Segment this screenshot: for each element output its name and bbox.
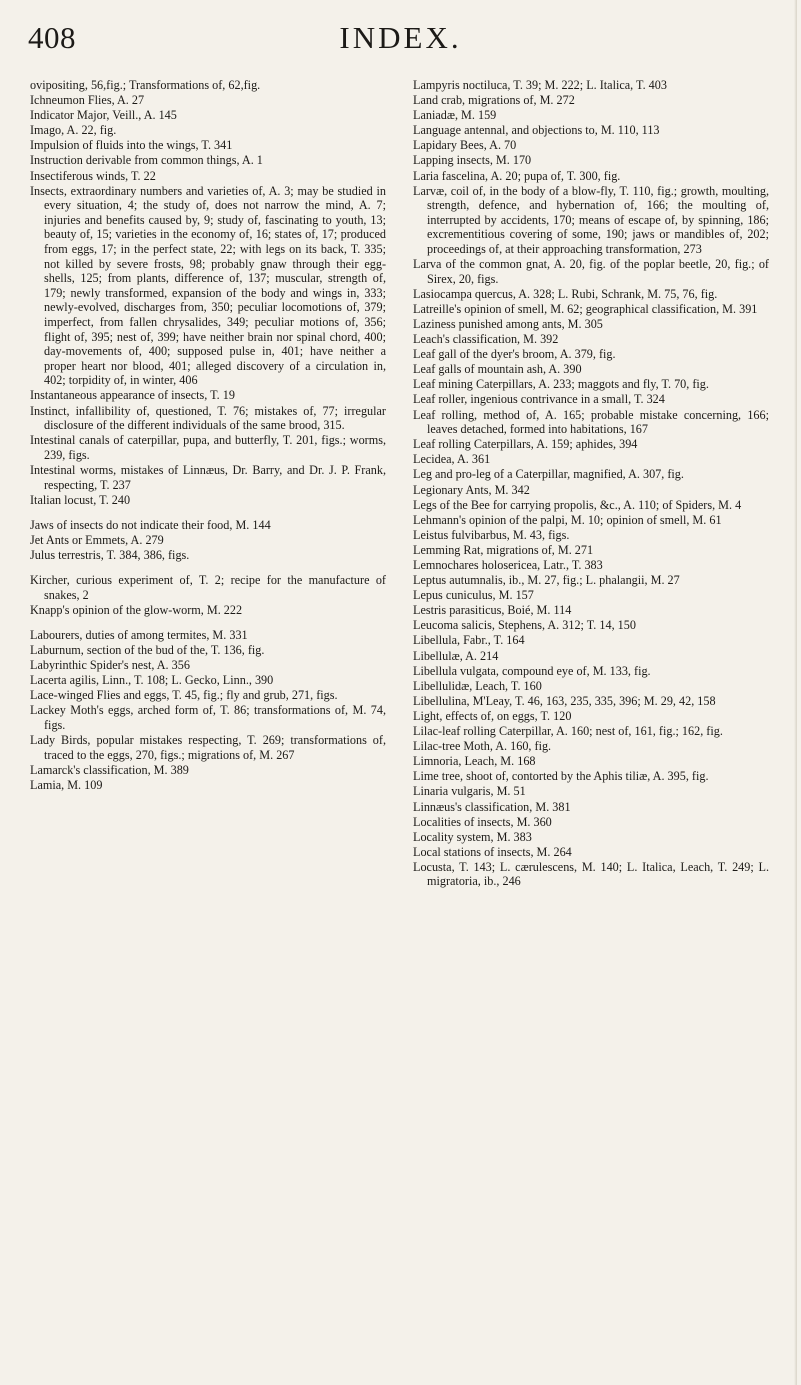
index-entry: Labourers, duties of among termites, M. 331 — [30, 627, 248, 642]
index-entry: Instantaneous appearance of insects, T. 19 — [30, 388, 235, 403]
index-entry: Leg and pro-leg of a Caterpillar, magnified, A. 307, fig. — [413, 467, 684, 482]
index-entry: Intestinal worms, mistakes of Linnæus, Dr. Barry, and Dr. J. P. Frank, respecting, T. 237 — [30, 462, 386, 492]
index-entry: Kircher, curious experiment of, T. 2; recipe for the manufacture of snakes, 2 — [30, 573, 386, 602]
index-entry: Larvæ, coil of, in the body of a blow-fly, T. 110, fig.; growth, moulting, strength, defence, and hybernation of, 166; the moulting of, interrupted by accidents, 170; means of escape of, by spinning, 186; excrementitious covering of some, 190; jaws or mandibles of, 202; proceedings of, at their approaching transformation, 273 — [413, 183, 769, 257]
index-entry: Language antennal, and objections to, M. 110, 113 — [413, 123, 660, 138]
page-title: INDEX. — [339, 20, 462, 55]
index-entry: Libellula vulgata, compound eye of, M. 133, fig. — [413, 663, 651, 678]
index-entry: Leaf roller, ingenious contrivance in a small, T. 324 — [413, 392, 665, 407]
index-entry: Laria fascelina, A. 20; pupa of, T. 300, fig. — [413, 168, 621, 183]
index-entry: Lamarck's classification, M. 389 — [30, 762, 189, 777]
section-gap — [30, 618, 386, 628]
index-entry: Leaf gall of the dyer's broom, A. 379, fig. — [413, 347, 616, 362]
index-entry: Light, effects of, on eggs, T. 120 — [413, 708, 572, 723]
index-entry: Libellulæ, A. 214 — [413, 648, 499, 663]
index-entry: Libellulina, M'Leay, T. 46, 163, 235, 335, 396; M. 29, 42, 158 — [413, 693, 716, 708]
index-entry: Indicator Major, Veill., A. 145 — [30, 108, 177, 123]
index-entry: Impulsion of fluids into the wings, T. 341 — [30, 138, 233, 153]
index-entry: Linnæus's classification, M. 381 — [413, 799, 571, 814]
index-entry: Lemnochares holosericea, Latr., T. 383 — [413, 558, 603, 572]
index-entry: Lilac-leaf rolling Caterpillar, A. 160; nest of, 161, fig.; 162, fig. — [413, 724, 723, 739]
index-entry: Lime tree, shoot of, contorted by the Aphis tiliæ, A. 395, fig. — [413, 769, 709, 784]
index-entry: Libellula, Fabr., T. 164 — [413, 633, 525, 648]
index-entry: Lacerta agilis, Linn., T. 108; L. Gecko, Linn., 390 — [30, 673, 274, 688]
index-entry: Instinct, infallibility of, questioned, T. 76; mistakes of, 77; irregular disclosure of the different individuals of the same brood, 315. — [30, 403, 386, 433]
index-entry: Laziness punished among ants, M. 305 — [413, 317, 603, 331]
index-entry: Localities of insects, M. 360 — [413, 814, 552, 829]
index-entry: Leptus autumnalis, ib., M. 27, fig.; L. phalangii, M. 27 — [413, 573, 680, 588]
index-entry: Knapp's opinion of the glow-worm, M. 222 — [30, 602, 243, 617]
index-entry: Leucoma salicis, Stephens, A. 312; T. 14, 150 — [413, 618, 636, 633]
index-entry: Lampyris noctiluca, T. 39; M. 222; L. Italica, T. 403 — [413, 78, 667, 92]
index-column-left — [30, 78, 386, 793]
index-entry: Legionary Ants, M. 342 — [413, 482, 530, 497]
index-entry: Imago, A. 22, fig. — [30, 123, 117, 138]
index-entry: Julus terrestris, T. 384, 386, figs. — [30, 547, 190, 562]
page-number: 408 — [28, 20, 76, 55]
index-entry: Lasiocampa quercus, A. 328; L. Rubi, Schrank, M. 75, 76, fig. — [413, 286, 718, 301]
index-entry: Local stations of insects, M. 264 — [413, 844, 572, 859]
index-entry: Italian locust, T. 240 — [30, 492, 131, 507]
index-entry: Laburnum, section of the bud of the, T. 136, fig. — [30, 642, 265, 657]
page-edge-shadow — [794, 0, 797, 1385]
index-column-right — [413, 78, 769, 890]
index-entry: Lecidea, A. 361 — [413, 452, 491, 467]
index-entry: Instruction derivable from common things, A. 1 — [30, 153, 263, 168]
index-entry: Intestinal canals of caterpillar, pupa, and butterfly, T. 201, figs.; worms, 239, figs. — [30, 433, 386, 462]
index-entry: Linaria vulgaris, M. 51 — [413, 784, 526, 799]
index-entry: Insects, extraordinary numbers and varieties of, A. 3; may be studied in every situation, 4; the study of, does not narrow the mind, A. 7; injuries and benefits caused by, 9; study of, fascinating to youth, 13; beauty of, 15; varieties in the economy of, 16; states of, 17; produced from eggs, 17; in the perfect state, 22; with legs on its back, T. 335; not killed by severe frosts, 98; probably gnaw through their egg-shells, 125; from plants, difference of, 137; muscular, strength of, 179; newly transformed, expansion of the body and wings in, 333; newly-evolved, discharges from, 350; peculiar locomotions of, 379; imperfect, from fallen chrysalides, 349; peculiar motions of, 356; flight of, 395; nest of, 399; have neither brain nor spinal chord, 400; day-movements of, 400; supposed pulse in, 401; have neither a proper heart nor blood, 401; alleged discovery of a circulation in, 402; torpidity of, in winter, 406 — [30, 183, 386, 388]
index-entry: Jet Ants or Emmets, A. 279 — [30, 532, 164, 547]
index-entry: Leistus fulvibarbus, M. 43, figs. — [413, 527, 570, 542]
index-entry: Lestris parasiticus, Boié, M. 114 — [413, 603, 572, 618]
index-entry: Lapping insects, M. 170 — [413, 153, 532, 168]
index-entry: Lehmann's opinion of the palpi, M. 10; opinion of smell, M. 61 — [413, 512, 722, 527]
index-entry: Locusta, T. 143; L. cærulescens, M. 140; L. Italica, Leach, T. 249; L. migratoria, ib., 246 — [413, 859, 769, 889]
index-entry: ovipositing, 56,fig.; Transformations of, 62,fig. — [30, 78, 261, 92]
index-entry: Latreille's opinion of smell, M. 62; geographical classification, M. 391 — [413, 301, 758, 316]
index-entry: Lace-winged Flies and eggs, T. 45, fig.; fly and grub, 271, figs. — [30, 688, 338, 703]
index-entry: Leaf mining Caterpillars, A. 233; maggots and fly, T. 70, fig. — [413, 377, 709, 392]
index-entry: Labyrinthic Spider's nest, A. 356 — [30, 657, 190, 672]
index-entry: Lackey Moth's eggs, arched form of, T. 86; transformations of, M. 74, figs. — [30, 703, 386, 732]
index-entry: Lamia, M. 109 — [30, 777, 103, 792]
index-entry: Land crab, migrations of, M. 272 — [413, 93, 575, 108]
index-entry: Ichneumon Flies, A. 27 — [30, 93, 145, 108]
index-entry: Leaf rolling, method of, A. 165; probable mistake concerning, 166; leaves detached, formed into habitations, 167 — [413, 407, 769, 437]
index-entry: Lilac-tree Moth, A. 160, fig. — [413, 739, 552, 754]
index-entry: Jaws of insects do not indicate their food, M. 144 — [30, 517, 271, 532]
index-entry: Lady Birds, popular mistakes respecting, T. 269; transformations of, traced to the eggs, 270, figs.; migrations of, M. 267 — [30, 732, 386, 762]
index-entry: Laniadæ, M. 159 — [413, 108, 497, 123]
index-entry: Leaf rolling Caterpillars, A. 159; aphides, 394 — [413, 437, 638, 452]
section-gap — [30, 563, 386, 573]
index-entry: Insectiferous winds, T. 22 — [30, 168, 156, 183]
index-entry: Legs of the Bee for carrying propolis, &c., A. 110; of Spiders, M. 4 — [413, 497, 742, 512]
index-entry: Libellulidæ, Leach, T. 160 — [413, 678, 542, 693]
index-entry: Lemming Rat, migrations of, M. 271 — [413, 542, 594, 557]
index-entry: Leach's classification, M. 392 — [413, 332, 559, 347]
index-entry: Leaf galls of mountain ash, A. 390 — [413, 362, 582, 377]
section-gap — [30, 508, 386, 518]
index-entry: Locality system, M. 383 — [413, 829, 532, 844]
index-entry: Lepus cuniculus, M. 157 — [413, 588, 534, 603]
index-entry: Limnoria, Leach, M. 168 — [413, 754, 536, 769]
index-entry: Larva of the common gnat, A. 20, fig. of the poplar beetle, 20, fig.; of Sirex, 20, figs. — [413, 257, 769, 286]
index-entry: Lapidary Bees, A. 70 — [413, 138, 517, 153]
